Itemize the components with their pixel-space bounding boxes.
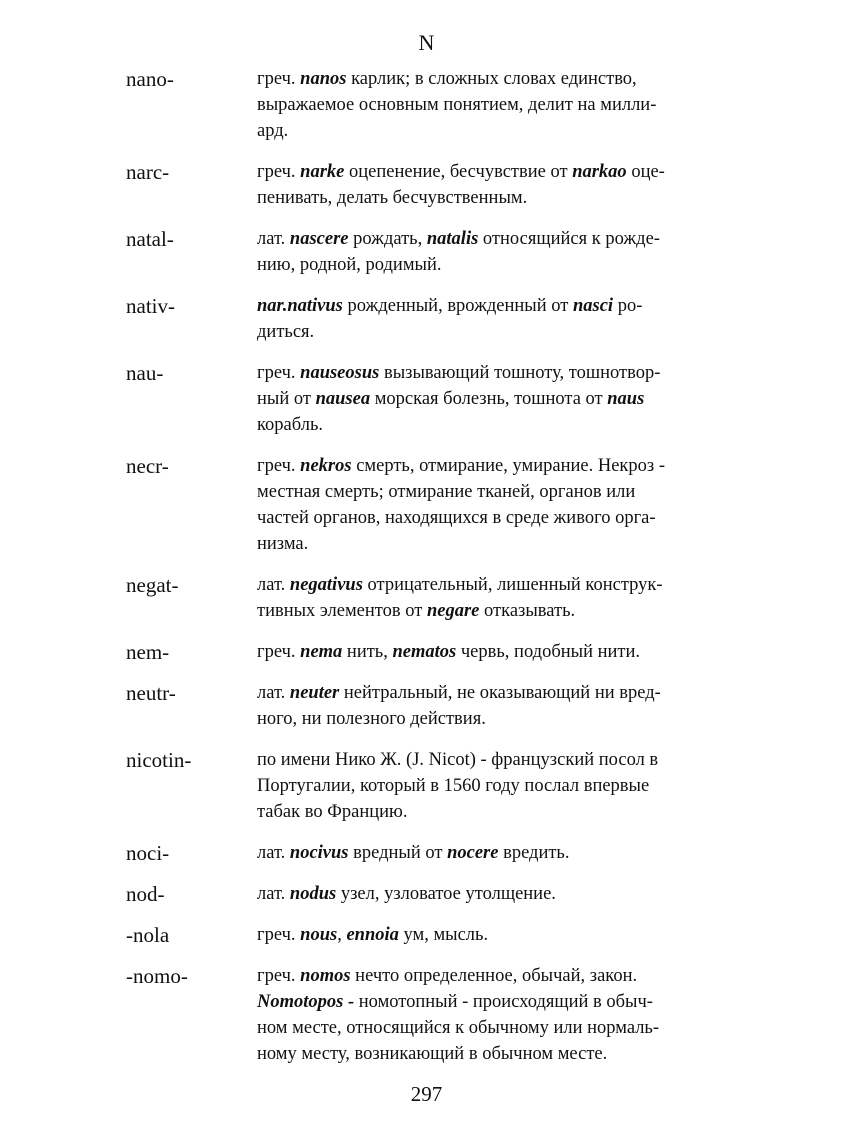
definition-line xyxy=(257,453,725,479)
entry-term: nicotin- xyxy=(126,748,192,772)
entry-term: -nomo- xyxy=(126,964,188,988)
definition-text: ро- xyxy=(613,296,643,316)
definition-line xyxy=(257,706,725,732)
definition-line xyxy=(257,319,725,345)
definition-text: вызывающий тошноту, тошнотвор- xyxy=(379,363,661,383)
latin-term: nocere xyxy=(447,843,499,863)
definition-text: греч. xyxy=(257,363,301,383)
definition-text: Португалии, который в 1560 году послал впервые xyxy=(257,776,650,796)
definition-text: ном месте, относящийся к обычному или нормаль- xyxy=(257,1018,660,1038)
definition-line xyxy=(257,293,725,319)
definition-text: оцепенение, бесчувствие от xyxy=(344,162,573,182)
definition-text: морская болезнь, тошнота от xyxy=(370,389,608,409)
definition-line xyxy=(257,773,725,799)
latin-term: naus xyxy=(607,389,645,409)
dictionary-entry xyxy=(0,360,853,438)
definition-line xyxy=(257,66,725,92)
latin-term: narkao xyxy=(572,162,627,182)
definition-line xyxy=(257,840,725,866)
definition-line xyxy=(257,799,725,825)
definition-text: греч. xyxy=(257,966,301,986)
definition-text: отрицательный, лишенный конструк- xyxy=(362,575,663,595)
entry-term: noci- xyxy=(126,841,170,865)
definition-line xyxy=(257,531,725,557)
latin-term: nous xyxy=(300,925,338,945)
entry-term: narc- xyxy=(126,160,170,184)
definition-line xyxy=(257,505,725,531)
entry-definition xyxy=(257,639,725,665)
definition-line xyxy=(257,1015,725,1041)
definition-text: нить, xyxy=(342,642,393,662)
dictionary-entry xyxy=(0,66,853,144)
definition-line xyxy=(257,572,725,598)
definition-text: лат. xyxy=(257,843,290,863)
definition-text: узел, узловатое утолщение. xyxy=(336,884,556,904)
definition-text: рожденный, врожденный от xyxy=(342,296,573,316)
entry-definition xyxy=(257,572,725,624)
definition-text: смерть, отмирание, умирание. Некроз - xyxy=(351,456,666,476)
entry-term: nativ- xyxy=(126,294,175,318)
definition-text: низма. xyxy=(257,534,309,554)
definition-text: ному месту, возникающий в обычном месте. xyxy=(257,1044,608,1064)
definition-text: греч. xyxy=(257,456,301,476)
definition-text: лат. xyxy=(257,575,290,595)
definition-text: частей органов, находящихся в среде живого орга- xyxy=(257,508,656,528)
definition-line xyxy=(257,747,725,773)
latin-term: nasci xyxy=(572,296,614,316)
latin-term: nekros xyxy=(300,456,352,476)
definition-text: выражаемое основным понятием, делит на милли- xyxy=(257,95,657,115)
page-letter-heading: N xyxy=(418,30,435,55)
latin-term: nocivus xyxy=(289,843,349,863)
definition-text: рождать, xyxy=(348,229,427,249)
latin-term: negativus xyxy=(289,575,363,595)
definition-line xyxy=(257,118,725,144)
definition-line xyxy=(257,963,725,989)
entry-definition xyxy=(257,453,725,557)
definition-text: ард. xyxy=(257,121,289,141)
definition-line xyxy=(257,1041,725,1067)
definition-text: греч. xyxy=(257,925,301,945)
definition-text: ного, ни полезного действия. xyxy=(257,709,486,729)
definition-line xyxy=(257,479,725,505)
definition-text: лат. xyxy=(257,229,290,249)
definition-line xyxy=(257,639,725,665)
entry-term: nau- xyxy=(126,361,164,385)
latin-term: nema xyxy=(300,642,343,662)
latin-term: nanos xyxy=(300,69,347,89)
definition-text: корабль. xyxy=(257,415,324,435)
definition-text: отказывать. xyxy=(479,601,576,621)
definition-text: нию, родной, родимый. xyxy=(257,255,442,275)
dictionary-entry xyxy=(0,881,853,907)
latin-term: nematos xyxy=(392,642,457,662)
definition-text: , xyxy=(337,925,347,945)
definition-line xyxy=(257,252,725,278)
entry-definition xyxy=(257,293,725,345)
definition-line xyxy=(257,386,725,412)
latin-term: natalis xyxy=(426,229,479,249)
definition-line xyxy=(257,680,725,706)
definition-text: оце- xyxy=(626,162,665,182)
entry-term: negat- xyxy=(126,573,179,597)
definition-text: диться. xyxy=(257,322,315,342)
definition-text: лат. xyxy=(257,683,290,703)
latin-term: nascere xyxy=(289,229,349,249)
definition-text: табак во Францию. xyxy=(257,802,408,822)
latin-term: neuter xyxy=(289,683,340,703)
definition-text: греч. xyxy=(257,162,301,182)
definition-text: тивных элементов от xyxy=(257,601,427,621)
entry-term: neutr- xyxy=(126,681,176,705)
entry-definition xyxy=(257,66,725,144)
entry-term: nem- xyxy=(126,640,170,664)
latin-term: nodus xyxy=(289,884,337,904)
dictionary-entry xyxy=(0,963,853,1067)
definition-text: по имени Нико Ж. (J. Nicot) - французский посол в xyxy=(257,750,659,770)
definition-line xyxy=(257,881,725,907)
definition-text: относящийся к рожде- xyxy=(478,229,660,249)
entry-definition xyxy=(257,159,725,211)
dictionary-entry xyxy=(0,159,853,211)
latin-term: nauseosus xyxy=(300,363,380,383)
definition-text: местная смерть; отмирание тканей, органов или xyxy=(257,482,636,502)
latin-term: - xyxy=(343,992,359,1012)
definition-line xyxy=(257,159,725,185)
definition-text: червь, подобный нити. xyxy=(456,642,641,662)
dictionary-entry xyxy=(0,572,853,624)
dictionary-entry xyxy=(0,747,853,825)
dictionary-entry xyxy=(0,680,853,732)
definition-text: греч. xyxy=(257,642,301,662)
dictionary-entry xyxy=(0,840,853,866)
definition-text: пенивать, делать бесчувственным. xyxy=(257,188,528,208)
definition-line xyxy=(257,360,725,386)
entry-definition xyxy=(257,747,725,825)
dictionary-entry xyxy=(0,293,853,345)
dictionary-entry xyxy=(0,639,853,665)
definition-line xyxy=(257,92,725,118)
entry-definition xyxy=(257,922,725,948)
definition-text: лат. xyxy=(257,884,290,904)
dictionary-entry xyxy=(0,226,853,278)
definition-text: вредный от xyxy=(348,843,448,863)
dictionary-entry xyxy=(0,453,853,557)
definition-text: номотопный - происходящий в обыч- xyxy=(358,992,653,1012)
definition-text: нечто определенное, обычай, закон. xyxy=(350,966,638,986)
entry-term: necr- xyxy=(126,454,169,478)
latin-term: nomos xyxy=(300,966,351,986)
definition-text: вредить. xyxy=(498,843,570,863)
entry-definition xyxy=(257,360,725,438)
latin-term: nausea xyxy=(315,389,371,409)
page-number: 297 xyxy=(410,1082,443,1106)
latin-term: negare xyxy=(426,601,480,621)
definition-line xyxy=(257,185,725,211)
entry-term: natal- xyxy=(126,227,174,251)
definition-text: карлик; в сложных словах единство, xyxy=(346,69,637,89)
entry-term: nod- xyxy=(126,882,165,906)
entry-definition xyxy=(257,840,725,866)
entry-definition xyxy=(257,680,725,732)
entry-definition xyxy=(257,963,725,1067)
definition-text: греч. xyxy=(257,69,301,89)
definition-line xyxy=(257,226,725,252)
entry-term: nano- xyxy=(126,67,174,91)
definition-line xyxy=(257,412,725,438)
entry-definition xyxy=(257,881,725,907)
definition-text: нейтральный, не оказывающий ни вред- xyxy=(339,683,661,703)
dictionary-entries xyxy=(0,66,853,1082)
entry-definition xyxy=(257,226,725,278)
definition-line xyxy=(257,989,725,1015)
definition-text: ный от xyxy=(257,389,316,409)
dictionary-entry xyxy=(0,922,853,948)
definition-line xyxy=(257,922,725,948)
definition-text: ум, мысль. xyxy=(398,925,489,945)
latin-term: nar.nativus xyxy=(257,296,343,316)
latin-term: narke xyxy=(300,162,345,182)
definition-line xyxy=(257,598,725,624)
entry-term: -nola xyxy=(126,923,170,947)
latin-term: ennoia xyxy=(346,925,399,945)
latin-term: Nomotopos xyxy=(257,992,344,1012)
